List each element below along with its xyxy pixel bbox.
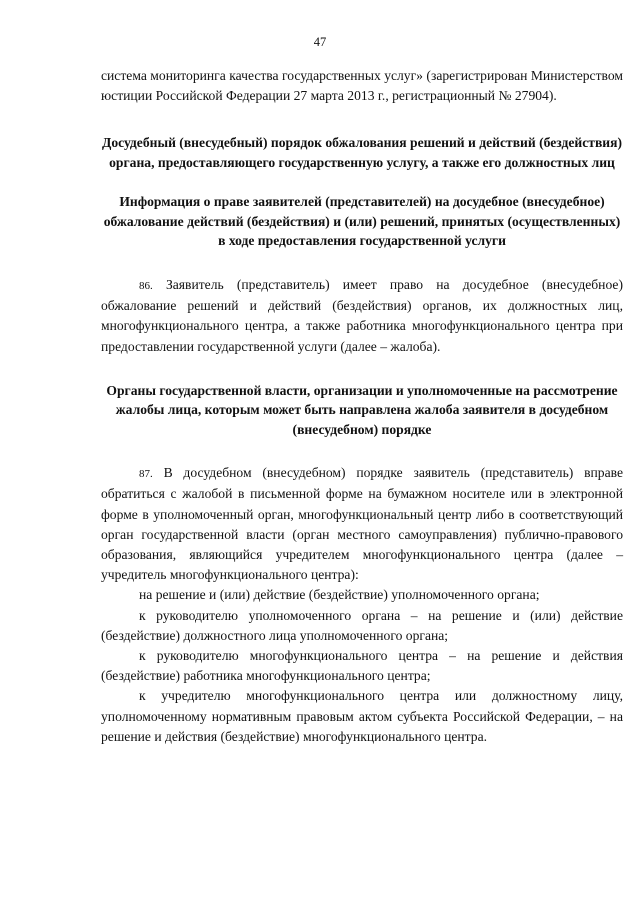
paragraph-87 (101, 463, 623, 585)
paragraph-87-text: В досудебном (внесудебном) порядке заявитель (представитель) вправе обратиться с жалобой в письменной форме на бумажном носителе или в электронной форме в уполномоченный орган, многофункциональный центр либо в соответствующий орган государственной власти (орган местного самоуправления) публично-правового образования, являющийся учредителем многофункционального центра (далее – учредитель многофункционального центра): (101, 465, 623, 583)
page-number: 47 (313, 35, 327, 49)
section-heading: Досудебный (внесудебный) порядок обжалования решений и действий (бездействия) органа, предоставляющего государственную услугу, а также его должностных лиц (101, 135, 623, 170)
paragraph-number-86: 86. (139, 279, 153, 292)
list-item: к руководителю многофункционального центра – на решение и действия (бездействие) работника многофункционального центра; (101, 648, 623, 684)
list-item: на решение и (или) действие (бездействие) уполномоченного органа; (139, 587, 540, 603)
paragraph-number-87: 87. (139, 468, 153, 481)
paragraph-86 (101, 275, 623, 357)
list-item: к руководителю уполномоченного органа – на решение и (или) действие (бездействие) должностного лица уполномоченного органа; (101, 607, 623, 643)
paragraph-86-text: Заявитель (представитель) имеет право на досудебное (внесудебное) обжалование решений и действий (бездействия) органов, их должностных лиц, многофункционального центра, а также работника многофункционального центра при предоставлении государственной услуги (далее – жалоба). (101, 276, 623, 354)
subsection-heading-rights: Информация о праве заявителей (представителей) на досудебное (внесудебное) обжалование действий (бездействия) и (или) решений, принятых (осуществленных) в ходе предоставления государственной услуги (103, 194, 621, 249)
page-content (101, 66, 623, 747)
list-item: к учредителю многофункционального центра или должностному лицу, уполномоченному нормативным правовым актом субъекта Российской Федерации, – на решение и действия (бездействие) многофункционального центра. (101, 688, 623, 744)
intro-continuation-paragraph: система мониторинга качества государственных услуг» (зарегистрирован Министерством юстиции Российской Федерации 27 марта 2013 г., регистрационный № 27904). (101, 68, 623, 104)
subsection-heading-authorities: Органы государственной власти, организации и уполномоченные на рассмотрение жалобы лица, которым может быть направлена жалоба заявителя в досудебном (внесудебном) порядке (106, 382, 618, 437)
